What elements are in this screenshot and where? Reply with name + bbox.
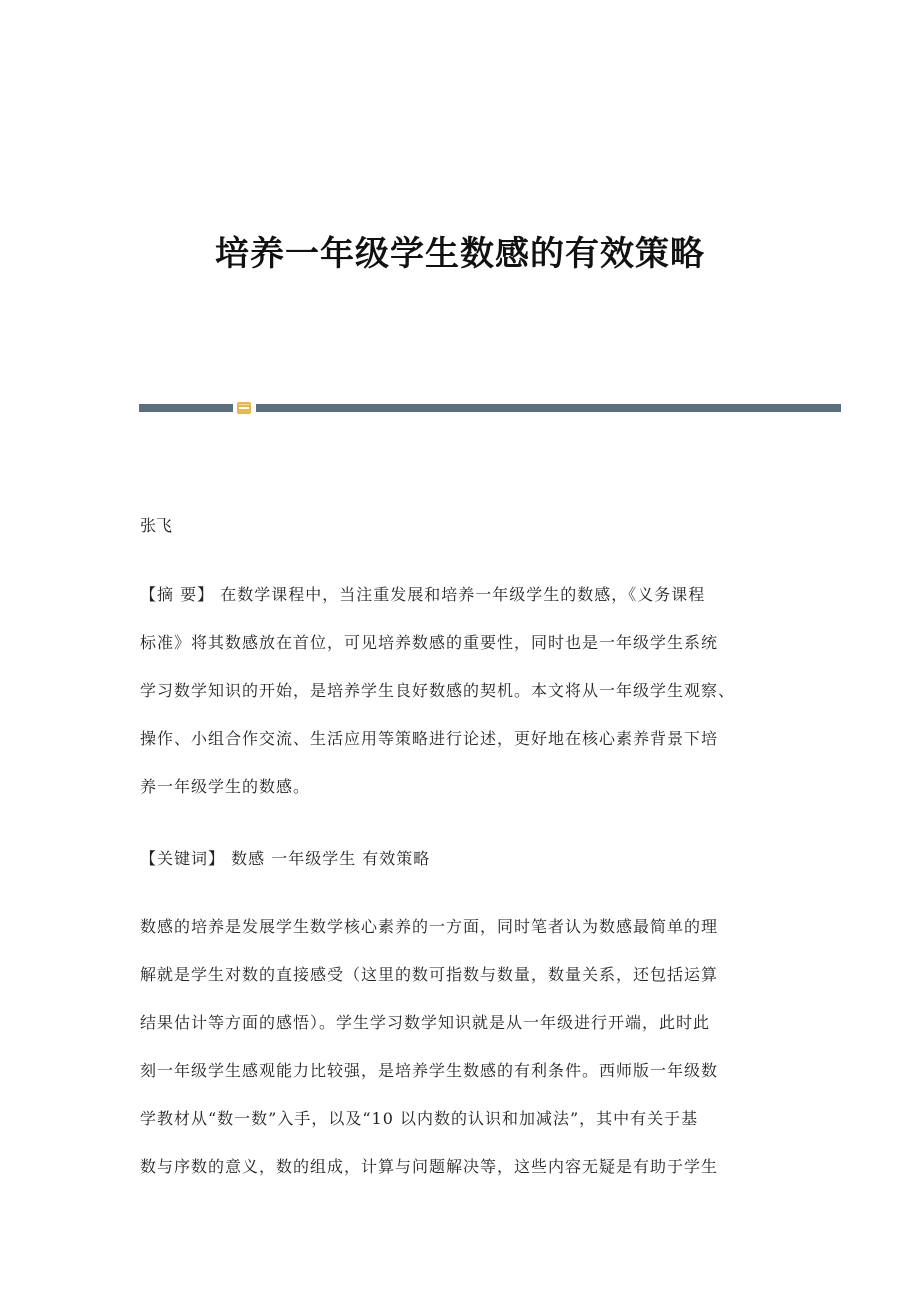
title-divider bbox=[139, 402, 841, 414]
divider-ornament-icon bbox=[237, 402, 251, 414]
body-line: 结果估计等方面的感悟）。学生学习数学知识就是从一年级进行开端，此时此 bbox=[140, 1013, 711, 1032]
abstract-line: 操作、小组合作交流、生活应用等策略进行论述，更好地在核心素养背景下培 bbox=[140, 729, 719, 748]
body-line: 学教材从“数一数”入手，以及“10 以内数的认识和加减法”，其中有关于基 bbox=[140, 1109, 699, 1128]
abstract-line: 标准》将其数感放在首位，可见培养数感的重要性，同时也是一年级学生系统 bbox=[140, 633, 719, 652]
divider-bar-left bbox=[139, 404, 233, 412]
abstract bbox=[140, 571, 790, 811]
keywords-text: 数感 一年级学生 有效策略 bbox=[231, 849, 431, 868]
author-name: 张飞 bbox=[140, 516, 173, 535]
keywords bbox=[140, 835, 790, 883]
body-line: 刻一年级学生感观能力比较强，是培养学生数感的有利条件。西师版一年级数 bbox=[140, 1061, 719, 1080]
divider-bar-right bbox=[256, 404, 841, 412]
abstract-line: 学习数学知识的开始，是培养学生良好数感的契机。本文将从一年级学生观察、 bbox=[140, 681, 736, 700]
body-line: 数感的培养是发展学生数学核心素养的一方面，同时笔者认为数感最简单的理 bbox=[140, 917, 719, 936]
abstract-text: 在数学课程中，当注重发展和培养一年级学生的数感，《义务课程 bbox=[220, 585, 706, 604]
abstract-line bbox=[140, 571, 790, 619]
body-line: 解就是学生对数的直接感受（这里的数可指数与数量，数量关系，还包括运算 bbox=[140, 965, 719, 984]
body-line: 数与序数的意义，数的组成，计算与问题解决等，这些内容无疑是有助于学生 bbox=[140, 1157, 719, 1176]
keywords-label: 【关键词】 bbox=[140, 849, 226, 868]
abstract-label: 【摘 要】 bbox=[140, 585, 215, 604]
abstract-line: 养一年级学生的数感。 bbox=[140, 777, 311, 796]
body-paragraph bbox=[140, 903, 790, 1191]
keywords-line bbox=[140, 835, 790, 883]
document-title: 培养一年级学生数感的有效策略 bbox=[215, 234, 705, 274]
